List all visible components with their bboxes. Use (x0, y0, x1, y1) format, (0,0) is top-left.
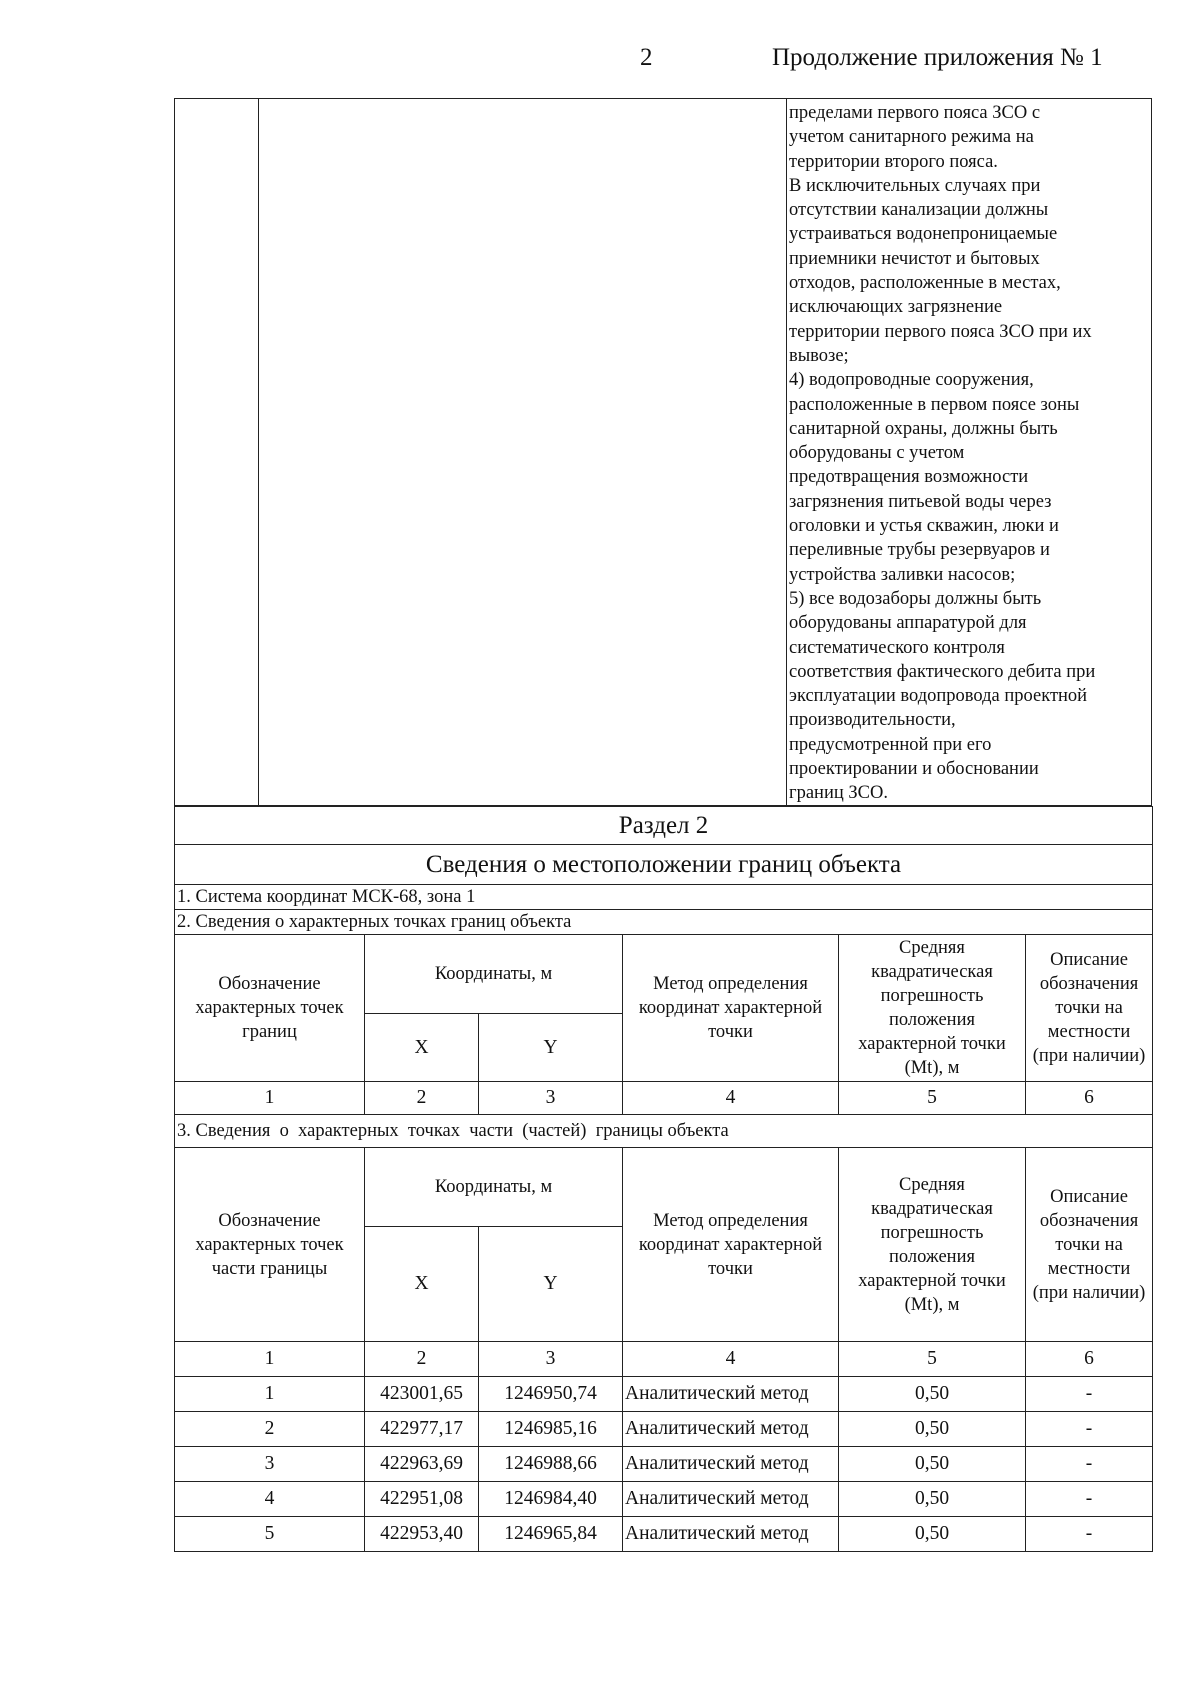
text-line: отходов, расположенные в местах, (789, 273, 1061, 294)
point-error: 0,50 (839, 1482, 1026, 1517)
text-line: систематического контроля (789, 637, 1005, 658)
text-line: оборудованы аппаратурой для (789, 613, 1027, 634)
coordinate-system: 1. Система координат МСК-68, зона 1 (175, 885, 1153, 910)
text-line: оголовки и устья скважин, люки и (789, 516, 1059, 537)
point-x: 423001,65 (365, 1377, 479, 1412)
point-x: 422963,69 (365, 1447, 479, 1482)
table-row (175, 1377, 1153, 1412)
point-number: 4 (175, 1482, 365, 1517)
text-line: эксплуатации водопровода проектной (789, 686, 1088, 707)
column-divider (258, 99, 259, 805)
point-number: 1 (175, 1377, 365, 1412)
column-number: 3 (479, 1082, 623, 1115)
page-number: 2 (640, 44, 653, 71)
text-line: 4) водопроводные сооружения, (789, 370, 1034, 391)
point-description: - (1026, 1517, 1153, 1552)
text-line: соответствия фактического дебита при (789, 661, 1096, 682)
text-line: предусмотренной при его (789, 734, 992, 755)
point-method: Аналитический метод (623, 1482, 839, 1517)
header-designation: Обозначение характерных точек части границы (175, 1148, 365, 1342)
point-description: - (1026, 1412, 1153, 1447)
column-number: 4 (623, 1082, 839, 1115)
text-line: учетом санитарного режима на (789, 127, 1034, 148)
header-method: Метод определения координат характерной точки (623, 1148, 839, 1342)
text-line: границ ЗСО. (789, 783, 888, 804)
text-line: оборудованы с учетом (789, 443, 965, 464)
point-description: - (1026, 1447, 1153, 1482)
point-method: Аналитический метод (623, 1412, 839, 1447)
point-number: 3 (175, 1447, 365, 1482)
text-line: исключающих загрязнение (789, 297, 1003, 318)
text-line: переливные трубы резервуаров и (789, 540, 1050, 561)
point-method: Аналитический метод (623, 1447, 839, 1482)
point-error: 0,50 (839, 1412, 1026, 1447)
text-line: проектировании и обосновании (789, 759, 1039, 780)
text-line: загрязнения питьевой воды через (789, 491, 1052, 512)
header-y: Y (479, 1227, 623, 1342)
column-number: 1 (175, 1082, 365, 1115)
column-number: 1 (175, 1342, 365, 1377)
column-number: 3 (479, 1342, 623, 1377)
section-2-table (174, 806, 1153, 1552)
section-subtitle: Сведения о местоположении границ объекта (175, 845, 1153, 885)
header-description: Описание обозначения точки на местности (при наличии) (1026, 935, 1153, 1082)
point-description: - (1026, 1482, 1153, 1517)
section-title: Раздел 2 (175, 807, 1153, 845)
text-line: санитарной охраны, должны быть (789, 418, 1058, 439)
text-line: расположенные в первом поясе зоны (789, 394, 1080, 415)
point-number: 5 (175, 1517, 365, 1552)
column-number: 2 (365, 1082, 479, 1115)
point-x: 422977,17 (365, 1412, 479, 1447)
header-method: Метод определения координат характерной точки (623, 935, 839, 1082)
column-number: 5 (839, 1342, 1026, 1377)
text-line: устройства заливки насосов; (789, 564, 1016, 585)
header-x: X (365, 1227, 479, 1342)
point-method: Аналитический метод (623, 1517, 839, 1552)
point-y: 1246950,74 (479, 1377, 623, 1412)
text-line: территории второго пояса. (789, 151, 998, 172)
continuation-text (789, 101, 1149, 806)
text-line: производительности, (789, 710, 956, 731)
point-error: 0,50 (839, 1447, 1026, 1482)
page-header-title: Продолжение приложения № 1 (772, 44, 1103, 71)
header-error: Средняя квадратическая погрешность положения характерной точки (Mt), м (839, 1148, 1026, 1342)
header-coordinates: Координаты, м (365, 1148, 623, 1227)
header-x: X (365, 1014, 479, 1082)
text-line: приемники нечистот и бытовых (789, 248, 1040, 269)
point-error: 0,50 (839, 1517, 1026, 1552)
column-divider (786, 99, 787, 805)
text-line: предотвращения возможности (789, 467, 1029, 488)
table-row (175, 1412, 1153, 1447)
header-y: Y (479, 1014, 623, 1082)
table-row (175, 1447, 1153, 1482)
continuation-table (174, 98, 1152, 806)
point-x: 422953,40 (365, 1517, 479, 1552)
table-row (175, 1517, 1153, 1552)
column-number: 5 (839, 1082, 1026, 1115)
part-3-title: 3. Сведения о характерных точках части (частей) границы объекта (175, 1115, 1153, 1148)
header-description: Описание обозначения точки на местности (при наличии) (1026, 1148, 1153, 1342)
header-coordinates: Координаты, м (365, 935, 623, 1014)
column-number: 6 (1026, 1082, 1153, 1115)
header-designation: Обозначение характерных точек границ (175, 935, 365, 1082)
point-error: 0,50 (839, 1377, 1026, 1412)
point-y: 1246988,66 (479, 1447, 623, 1482)
point-method: Аналитический метод (623, 1377, 839, 1412)
text-line: устраиваться водонепроницаемые (789, 224, 1058, 245)
column-number: 4 (623, 1342, 839, 1377)
point-number: 2 (175, 1412, 365, 1447)
text-line: 5) все водозаборы должны быть (789, 588, 1042, 609)
table-row (175, 1482, 1153, 1517)
text-line: В исключительных случаях при (789, 175, 1041, 196)
column-number: 2 (365, 1342, 479, 1377)
header-error: Средняя квадратическая погрешность положения характерной точки (Mt), м (839, 935, 1026, 1082)
point-x: 422951,08 (365, 1482, 479, 1517)
text-line: пределами первого пояса ЗСО с (789, 103, 1041, 123)
point-y: 1246985,16 (479, 1412, 623, 1447)
column-number: 6 (1026, 1342, 1153, 1377)
point-y: 1246965,84 (479, 1517, 623, 1552)
text-line: отсутствии канализации должны (789, 200, 1049, 221)
text-line: территории первого пояса ЗСО при их (789, 321, 1092, 342)
point-description: - (1026, 1377, 1153, 1412)
text-line: вывозе; (789, 345, 849, 366)
point-y: 1246984,40 (479, 1482, 623, 1517)
part-2-title: 2. Сведения о характерных точках границ объекта (175, 910, 1153, 935)
